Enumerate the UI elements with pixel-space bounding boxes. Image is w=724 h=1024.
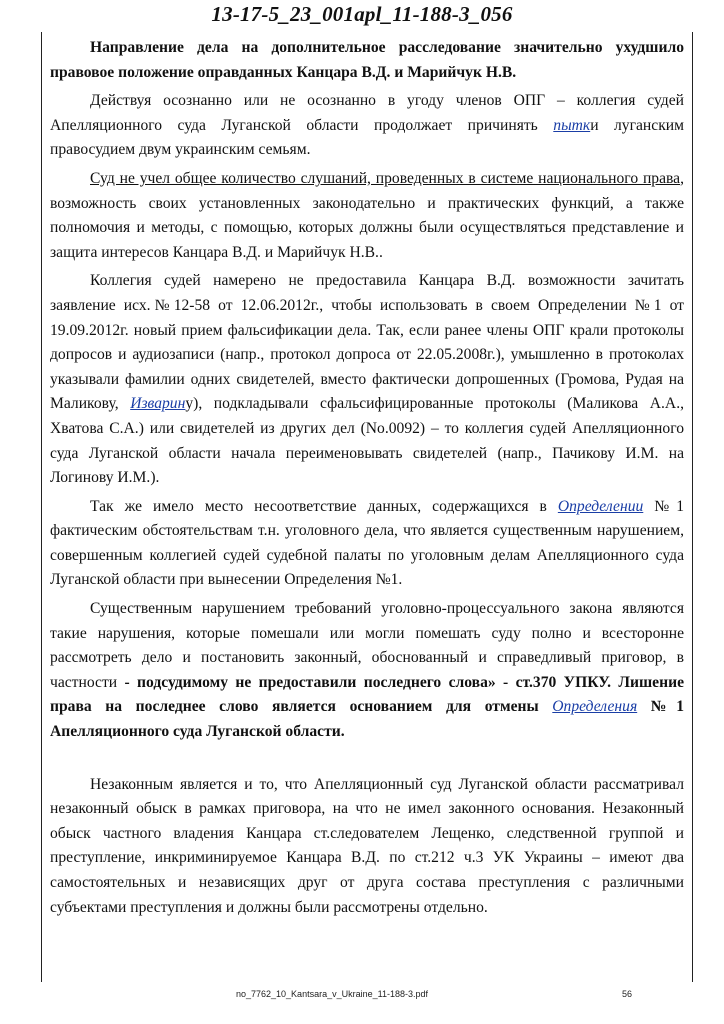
paragraph-4-text-b: у), подкладывали сфальсифицированные протоколы (Маликова А.А., Хватова С.А.) или свидетелей из других дел (No.0092) – то коллегия судей Апелляционного суда Луганской области начала переименовывать свидетелей (напр., Пачикову И.М. на Логинову И.М.). bbox=[50, 395, 684, 487]
paragraph-7: Незаконным является и то, что Апелляционный суд Луганской области рассматривал незаконный обыск в рамках приговора, на что не имел законного основания. Незаконный обыск частного владения Канцара ст.следователем Лещенко, следственной группой и преступление, инкриминируемое Канцара В.Д. по ст.212 ч.3 УК Украины – имеют два самостоятельных и независящих друг от друга состава преступления с различными субъектами преступления и должны были рассмотрены отдельно. bbox=[50, 775, 684, 916]
paragraph-6-bold-text-2: №1 Апелляционного суда Луганской области. bbox=[50, 698, 684, 741]
footer-page-number: 56 bbox=[622, 989, 633, 999]
paragraph-2-text-b: и луганским правосудием двум украинским семьям. bbox=[50, 116, 684, 159]
paragraph-5-text-b: №1 фактическим обстоятельствам т.н. уголовного дела, что является существенным нарушением, совершенным коллегией судей судебной палаты по уголовным делам Апелляционного суда Луганской области при вынесении Определения №1. bbox=[50, 497, 684, 589]
link-opredelenii[interactable]: Определении bbox=[557, 497, 644, 515]
paragraph-4-text-a: Коллегия судей намерено не предоставила Канцара В.Д. возможности зачитать заявление исх.№12-58 от 12.06.2012г., чтобы использовать в своем Определении №1 от 19.09.2012г. новый прием фальсификации дела. Так, если ранее члены ОПГ крали протоколы допросов и аудиозаписи (напр., протокол допроса от 22.05.2008г.), умышленно в протоколах указывали фамилии одних свидетелей, вместо фактически допрошенных (Громова, Рудая на Маликову, bbox=[50, 272, 684, 413]
paragraph-2-text-a: Действуя осознанно или не осознанно в угоду членов ОПГ – коллегия судей Апелляционного суда Луганской области продолжает причинять bbox=[50, 92, 684, 134]
paragraph-2 bbox=[50, 89, 684, 163]
paragraph-6-text-a: Существенным нарушением требований уголовно-процессуального закона являются такие нарушения, которые помешали или могли помешать суду полно и всесторонне рассмотреть дело и постановить законный, обоснованный и справедливый приговор, в частности bbox=[50, 600, 684, 691]
paragraph-3-text: , возможность своих установленных законодательно и практических функций, а также полномочия и методы, с помощью, которых должны были осуществляться представление и защита интересов Канцара В.Д. и Марийчук Н.В.. bbox=[50, 169, 684, 261]
link-pytki[interactable]: пытк bbox=[553, 116, 591, 134]
paragraph-1 bbox=[50, 36, 684, 85]
document-header-code: 13-17-5_23_001apl_11-188-3_056 bbox=[211, 2, 513, 26]
paragraph-1-bold-text: Направление дела на дополнительное расследование значительно ухудшило правовое положение оправданных Канцара В.Д. и Марийчук Н.В. bbox=[50, 39, 684, 81]
link-opredeleniya[interactable]: Определения bbox=[552, 698, 638, 716]
footer-filename: no_7762_10_Kantsara_v_Ukraine_11-188-3.pdf bbox=[236, 989, 428, 999]
paragraph-6 bbox=[50, 597, 684, 745]
paragraph-3-underlined-text: Суд не учел общее количество слушаний, проведенных в системе национального права bbox=[90, 169, 681, 187]
document-body bbox=[50, 36, 684, 920]
paragraph-6-bold-text-1: - подсудимому не предоставили последнего слова» - ст.370 УПКУ. Лишение права на последнее слово является основанием для отмены bbox=[50, 673, 684, 716]
paragraph-5 bbox=[50, 495, 684, 593]
paragraph-5-text-a: Так же имело место несоответствие данных, содержащихся в bbox=[90, 497, 558, 515]
paragraph-4 bbox=[50, 269, 684, 490]
paragraph-3 bbox=[50, 167, 684, 265]
link-izvarin[interactable]: Изварин bbox=[130, 395, 186, 413]
